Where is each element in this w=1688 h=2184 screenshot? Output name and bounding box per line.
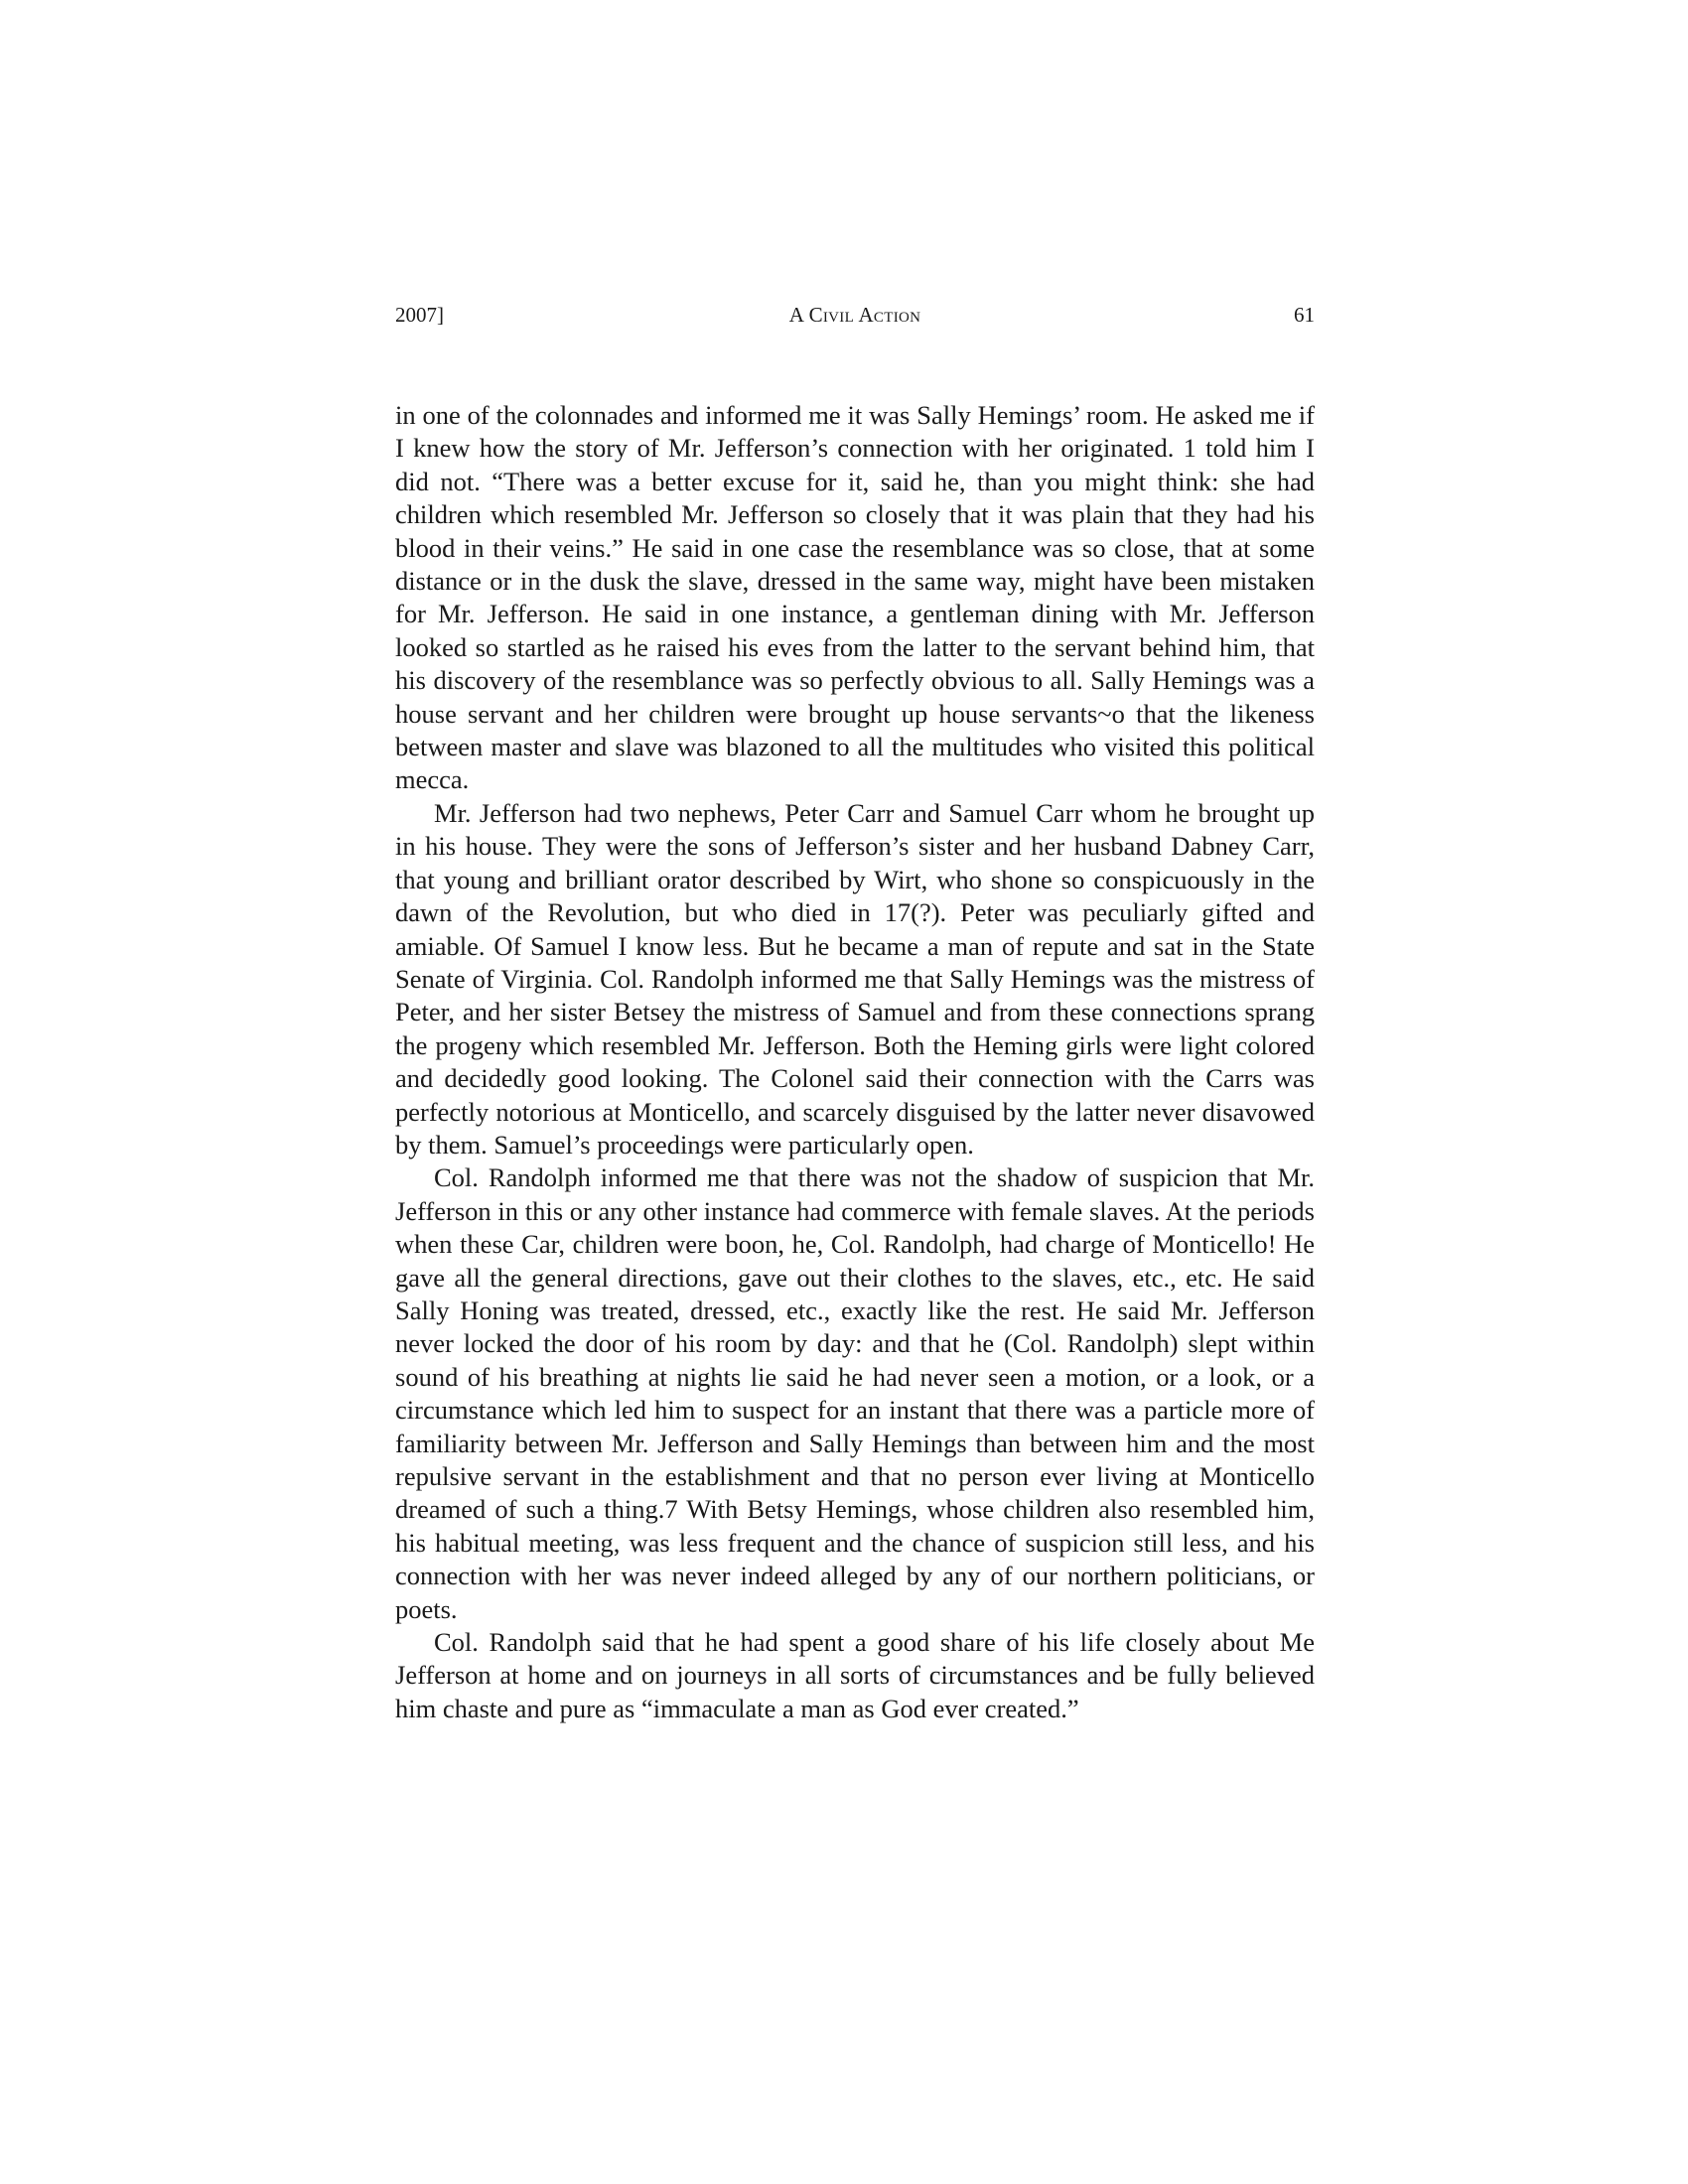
header-year: 2007] [395, 303, 444, 327]
paragraph: Col. Randolph informed me that there was not the shadow of suspicion that Mr. Jefferson in this or any other instance had commerce with female slaves. At the periods when these Car, children were boon, he, Col. Randolph, had charge of Monticello! He gave all the general directions, gave out their clothes to the slaves, etc., etc. He said Sally Honing was treated, dressed, etc., exactly like the rest. He said Mr. Jefferson never locked the door of his room by day: and that he (Col. Randolph) slept within sound of his breathing at nights lie said he had never seen a motion, or a look, or a circumstance which led him to suspect for an instant that there was a particle more of familiarity between Mr. Jefferson and Sally Hemings than between him and the most repulsive servant in the establishment and that no person ever living at Monticello dreamed of such a thing.7 With Betsy Hemings, whose children also resembled him, his habitual meeting, was less frequent and the chance of suspicion still less, and his connection with her was never indeed alleged by any of our northern politicians, or poets. [395, 1162, 1315, 1624]
body-text [395, 399, 1315, 1725]
paragraph: Mr. Jefferson had two nephews, Peter Carr and Samuel Carr whom he brought up in his house. They were the sons of Jefferson’s sister and her husband Dabney Carr, that young and brilliant orator described by Wirt, who shone so conspicuously in the dawn of the Revolution, but who died in 17(?). Peter was peculiarly gifted and amiable. Of Samuel I know less. But he became a man of repute and sat in the State Senate of Virginia. Col. Randolph informed me that Sally Hemings was the mistress of Peter, and her sister Betsey the mistress of Samuel and from these connections sprang the progeny which resembled Mr. Jefferson. Both the Heming girls were light colored and decidedly good looking. The Colonel said their connection with the Carrs was perfectly notorious at Monticello, and scarcely disguised by the latter never disavowed by them. Samuel’s proceedings were particularly open. [395, 797, 1315, 1160]
page-number: 61 [1294, 303, 1315, 327]
paragraph-continued: in one of the colonnades and informed me it was Sally Hemings’ room. He asked me if I knew how the story of Mr. Jefferson’s connection with her originated. 1 told him I did not. “There was a better excuse for it, said he, than you might think: she had children which resembled Mr. Jefferson so closely that it was plain that they had his blood in their veins.” He said in one case the resemblance was so close, that at some distance or in the dusk the slave, dressed in the same way, might have been mistaken for Mr. Jefferson. He said in one instance, a gentleman dining with Mr. Jefferson looked so startled as he raised his eves from the latter to the servant behind him, that his discovery of the resemblance was so perfectly obvious to all. Sally Hemings was a house servant and her children were brought up house servants~o that the likeness between master and slave was blazoned to all the multitudes who visited this political mecca. [395, 400, 1315, 795]
paragraph: Col. Randolph said that he had spent a good share of his life closely about Me Jefferson at home and on journeys in all sorts of circumstances and be fully believed him chaste and pure as “immaculate a man as God ever created.” [395, 1627, 1315, 1723]
running-header [395, 298, 1315, 332]
header-title: A Civil Action [788, 303, 921, 327]
